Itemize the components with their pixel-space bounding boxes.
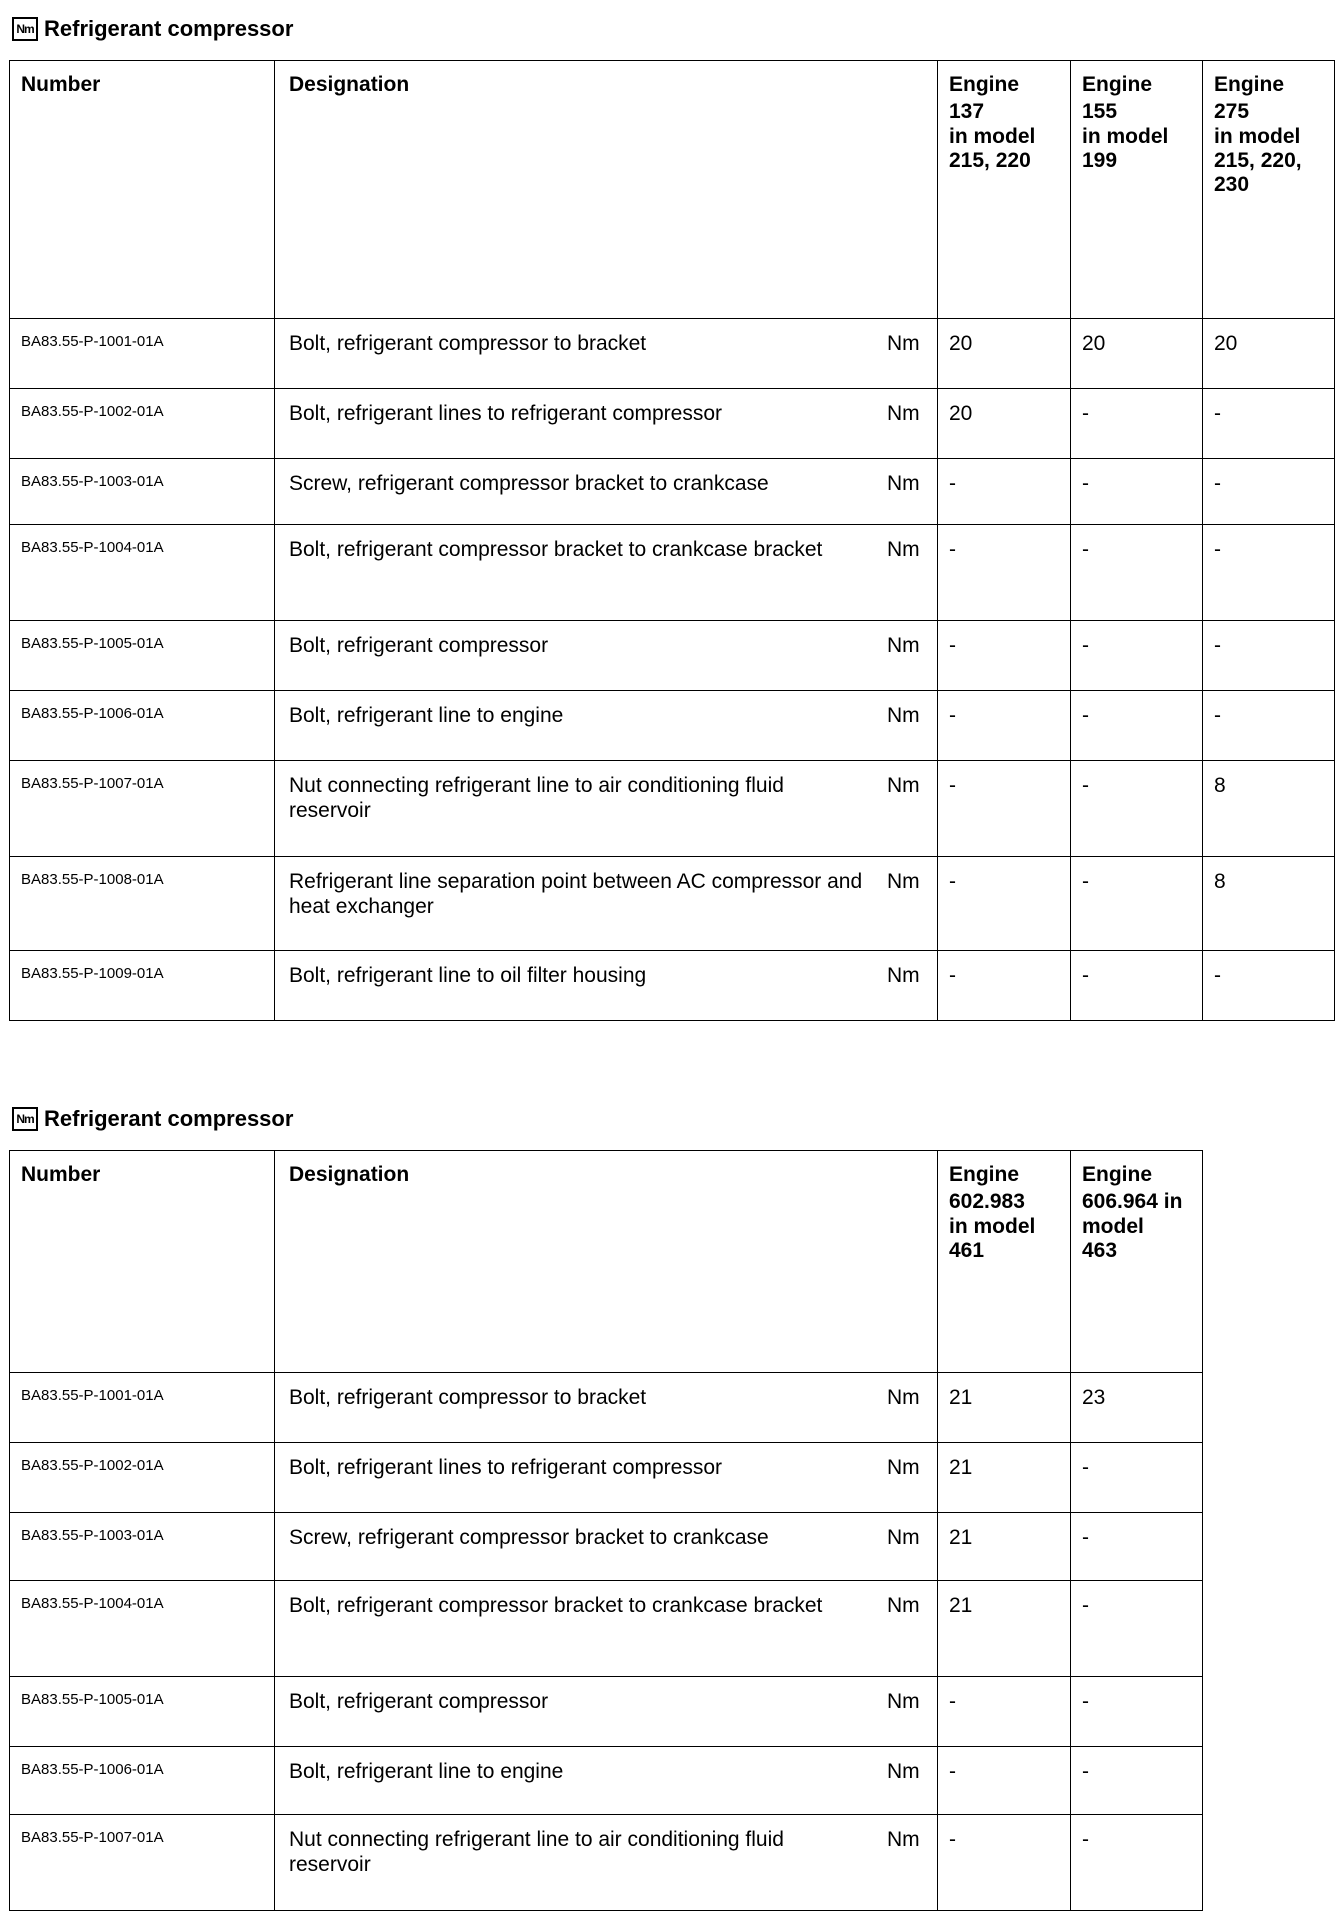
row-designation: Bolt, refrigerant compressor to bracket [289, 332, 647, 355]
column-header-number: Number [10, 61, 275, 319]
row-value-cell [938, 1677, 1071, 1747]
table-row [10, 1677, 1203, 1747]
row-designation: Bolt, refrigerant line to engine [289, 1760, 564, 1783]
row-value-cell [1203, 691, 1335, 761]
row-designation-cell [275, 1747, 938, 1815]
column-header-engine-2: Engine 606.964 in model 463 [1071, 1151, 1203, 1373]
table-row [10, 319, 1335, 389]
row-number: BA83.55-P-1004-01A [21, 539, 164, 556]
torque-value: - [949, 704, 956, 727]
section-1-heading [12, 14, 293, 44]
row-designation: Screw, refrigerant compressor bracket to crankcase [289, 472, 769, 495]
torque-value: - [1082, 1828, 1089, 1851]
row-value-cell [938, 857, 1071, 951]
row-number-cell [10, 459, 275, 525]
row-unit: Nm [887, 704, 920, 727]
table-row [10, 1747, 1203, 1815]
column-header-engine-1: Engine 602.983 in model 461 [938, 1151, 1071, 1373]
row-number-cell [10, 319, 275, 389]
row-designation: Bolt, refrigerant line to oil filter housing [289, 964, 647, 987]
torque-value: - [1082, 1690, 1089, 1713]
torque-value: - [1082, 1760, 1089, 1783]
row-value-cell [1071, 319, 1203, 389]
row-number-cell [10, 1677, 275, 1747]
torque-value: - [949, 870, 956, 893]
table-row [10, 1513, 1203, 1581]
row-value-cell [1071, 1815, 1203, 1911]
row-unit: Nm [887, 1386, 920, 1409]
table-header-row [10, 1151, 1203, 1373]
column-header-designation: Designation [275, 1151, 938, 1373]
torque-value: - [1082, 704, 1089, 727]
row-number-cell [10, 1373, 275, 1443]
torque-value: - [949, 1828, 956, 1851]
row-number-cell [10, 1581, 275, 1677]
table-row [10, 1581, 1203, 1677]
row-designation-cell [275, 1677, 938, 1747]
row-value-cell [1203, 761, 1335, 857]
torque-value: - [1082, 402, 1089, 425]
torque-value: - [1214, 472, 1221, 495]
row-value-cell [1071, 1373, 1203, 1443]
row-value-cell [1071, 1581, 1203, 1677]
table-row [10, 691, 1335, 761]
row-designation: Bolt, refrigerant lines to refrigerant compressor [289, 402, 723, 425]
torque-value: 21 [949, 1526, 973, 1549]
torque-value: - [1082, 870, 1089, 893]
row-number: BA83.55-P-1008-01A [21, 871, 164, 888]
torque-nm-icon: Nm [12, 17, 38, 41]
row-designation: Refrigerant line separation point between AC compressor and heat exchanger [289, 870, 863, 918]
row-value-cell [938, 951, 1071, 1021]
row-designation: Bolt, refrigerant compressor to bracket [289, 1386, 647, 1409]
row-number: BA83.55-P-1001-01A [21, 1387, 164, 1404]
row-designation-cell [275, 525, 938, 621]
row-unit: Nm [887, 774, 920, 797]
torque-value: - [1082, 1594, 1089, 1617]
row-value-cell [1203, 459, 1335, 525]
row-designation-cell [275, 459, 938, 525]
row-value-cell [1203, 951, 1335, 1021]
row-designation: Bolt, refrigerant compressor bracket to crankcase bracket [289, 1594, 823, 1617]
row-value-cell [1071, 525, 1203, 621]
torque-value: 21 [949, 1456, 973, 1479]
torque-value: - [949, 634, 956, 657]
row-number-cell [10, 1747, 275, 1815]
column-header-engine-1: Engine 137 in model 215, 220 [938, 61, 1071, 319]
row-designation-cell [275, 1443, 938, 1513]
row-designation-cell [275, 857, 938, 951]
row-value-cell [1071, 621, 1203, 691]
row-number: BA83.55-P-1001-01A [21, 333, 164, 350]
row-value-cell [1071, 459, 1203, 525]
row-unit: Nm [887, 1760, 920, 1783]
row-value-cell [938, 459, 1071, 525]
row-value-cell [1203, 319, 1335, 389]
table-row [10, 389, 1335, 459]
row-unit: Nm [887, 402, 920, 425]
torque-value: - [1082, 634, 1089, 657]
row-value-cell [1203, 525, 1335, 621]
row-value-cell [938, 1373, 1071, 1443]
row-designation-cell [275, 691, 938, 761]
row-unit: Nm [887, 332, 920, 355]
row-number: BA83.55-P-1002-01A [21, 1457, 164, 1474]
row-value-cell [938, 1815, 1071, 1911]
row-designation: Bolt, refrigerant compressor [289, 1690, 549, 1713]
table-row [10, 525, 1335, 621]
row-value-cell [1071, 1677, 1203, 1747]
row-designation: Bolt, refrigerant compressor [289, 634, 549, 657]
torque-value: 20 [949, 402, 973, 425]
torque-value: - [949, 538, 956, 561]
row-number-cell [10, 761, 275, 857]
column-header-engine-3: Engine 275 in model 215, 220, 230 [1203, 61, 1335, 319]
row-number: BA83.55-P-1007-01A [21, 775, 164, 792]
torque-value: - [949, 964, 956, 987]
torque-table-1 [9, 60, 1335, 1021]
row-value-cell [938, 1747, 1071, 1815]
row-value-cell [938, 1581, 1071, 1677]
torque-value: - [1082, 774, 1089, 797]
table-row [10, 459, 1335, 525]
row-unit: Nm [887, 1526, 920, 1549]
row-number: BA83.55-P-1009-01A [21, 965, 164, 982]
row-unit: Nm [887, 964, 920, 987]
torque-value: 20 [949, 332, 973, 355]
row-unit: Nm [887, 472, 920, 495]
section-2-heading [12, 1104, 293, 1134]
row-value-cell [938, 1443, 1071, 1513]
row-designation: Bolt, refrigerant compressor bracket to crankcase bracket [289, 538, 823, 561]
row-number: BA83.55-P-1003-01A [21, 1527, 164, 1544]
table-row [10, 1373, 1203, 1443]
torque-value: - [1082, 1526, 1089, 1549]
row-value-cell [938, 525, 1071, 621]
torque-value: - [1214, 964, 1221, 987]
row-designation-cell [275, 1373, 938, 1443]
column-header-designation: Designation [275, 61, 938, 319]
torque-value: - [949, 472, 956, 495]
torque-value: - [1082, 964, 1089, 987]
row-value-cell [1203, 389, 1335, 459]
torque-value: - [1082, 538, 1089, 561]
row-designation-cell [275, 1581, 938, 1677]
row-number-cell [10, 857, 275, 951]
row-value-cell [938, 621, 1071, 691]
row-number: BA83.55-P-1006-01A [21, 705, 164, 722]
torque-value: 8 [1214, 774, 1226, 797]
table-row [10, 621, 1335, 691]
row-value-cell [1071, 761, 1203, 857]
row-number-cell [10, 691, 275, 761]
table-row [10, 1443, 1203, 1513]
torque-value: - [1214, 402, 1221, 425]
row-designation-cell [275, 389, 938, 459]
row-number: BA83.55-P-1007-01A [21, 1829, 164, 1846]
row-value-cell [1071, 691, 1203, 761]
column-header-engine-2: Engine 155 in model 199 [1071, 61, 1203, 319]
row-unit: Nm [887, 1828, 920, 1851]
row-value-cell [1071, 1513, 1203, 1581]
row-designation: Nut connecting refrigerant line to air conditioning fluid reservoir [289, 774, 784, 822]
torque-value: - [949, 1690, 956, 1713]
row-number-cell [10, 1815, 275, 1911]
torque-value: - [1214, 634, 1221, 657]
torque-value: - [1214, 704, 1221, 727]
row-value-cell [1071, 1747, 1203, 1815]
section-1-title: Refrigerant compressor [44, 16, 294, 41]
torque-value: - [1214, 538, 1221, 561]
row-unit: Nm [887, 1456, 920, 1479]
torque-value: 21 [949, 1386, 973, 1409]
row-number: BA83.55-P-1006-01A [21, 1761, 164, 1778]
row-value-cell [1071, 1443, 1203, 1513]
row-value-cell [1071, 951, 1203, 1021]
row-designation-cell [275, 319, 938, 389]
row-unit: Nm [887, 870, 920, 893]
table-header-row [10, 61, 1335, 319]
row-number: BA83.55-P-1002-01A [21, 403, 164, 420]
column-header-number: Number [10, 1151, 275, 1373]
torque-value: - [949, 774, 956, 797]
section-2-title: Refrigerant compressor [44, 1106, 294, 1131]
row-value-cell [938, 1513, 1071, 1581]
row-designation-cell [275, 761, 938, 857]
row-designation-cell [275, 1815, 938, 1911]
row-designation: Bolt, refrigerant line to engine [289, 704, 564, 727]
row-designation-cell [275, 951, 938, 1021]
torque-table-2 [9, 1150, 1203, 1911]
row-value-cell [1203, 621, 1335, 691]
row-unit: Nm [887, 538, 920, 561]
row-number-cell [10, 1443, 275, 1513]
row-unit: Nm [887, 634, 920, 657]
row-value-cell [1071, 389, 1203, 459]
row-value-cell [938, 389, 1071, 459]
torque-value: 20 [1214, 332, 1238, 355]
torque-nm-icon: Nm [12, 1107, 38, 1131]
torque-value: 8 [1214, 870, 1226, 893]
torque-value: 23 [1082, 1386, 1106, 1409]
row-designation-cell [275, 621, 938, 691]
torque-value: - [1082, 472, 1089, 495]
row-number: BA83.55-P-1004-01A [21, 1595, 164, 1612]
row-number: BA83.55-P-1005-01A [21, 1691, 164, 1708]
row-unit: Nm [887, 1594, 920, 1617]
row-number: BA83.55-P-1003-01A [21, 473, 164, 490]
row-number-cell [10, 621, 275, 691]
row-designation: Bolt, refrigerant lines to refrigerant compressor [289, 1456, 723, 1479]
row-unit: Nm [887, 1690, 920, 1713]
table-row [10, 951, 1335, 1021]
row-value-cell [938, 319, 1071, 389]
row-designation: Nut connecting refrigerant line to air conditioning fluid reservoir [289, 1828, 784, 1876]
torque-value: - [1082, 1456, 1089, 1479]
row-number-cell [10, 525, 275, 621]
row-number-cell [10, 1513, 275, 1581]
torque-value: 21 [949, 1594, 973, 1617]
row-value-cell [938, 691, 1071, 761]
table-row [10, 857, 1335, 951]
row-value-cell [1203, 857, 1335, 951]
row-value-cell [938, 761, 1071, 857]
torque-value: 20 [1082, 332, 1106, 355]
row-designation: Screw, refrigerant compressor bracket to crankcase [289, 1526, 769, 1549]
table-row [10, 761, 1335, 857]
row-number-cell [10, 389, 275, 459]
row-value-cell [1071, 857, 1203, 951]
torque-value: - [949, 1760, 956, 1783]
row-number: BA83.55-P-1005-01A [21, 635, 164, 652]
table-row [10, 1815, 1203, 1911]
row-designation-cell [275, 1513, 938, 1581]
row-number-cell [10, 951, 275, 1021]
